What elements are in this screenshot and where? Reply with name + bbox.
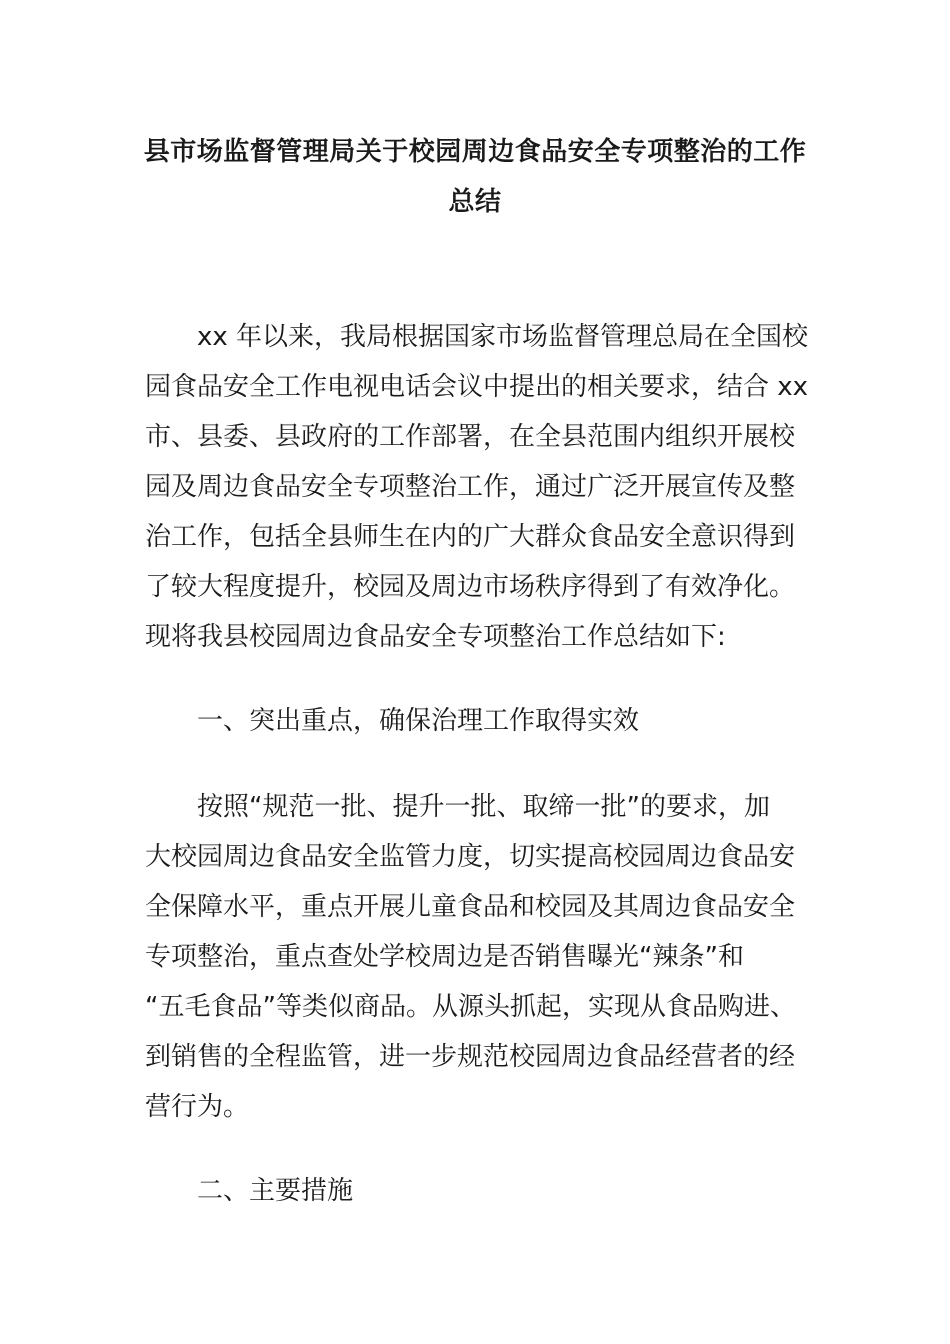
section-1-paragraph <box>145 782 805 1132</box>
paragraph-line: 全保障水平，重点开展儿童食品和校园及其周边食品安全 <box>145 892 796 922</box>
intro-paragraph <box>145 312 809 662</box>
section-1-heading <box>145 696 805 746</box>
section-heading-text: 一、突出重点，确保治理工作取得实效 <box>197 706 640 736</box>
paragraph-line: 专项整治，重点查处学校周边是否销售曝光“辣条”和 <box>145 942 744 972</box>
paragraph-line: xx 年以来，我局根据国家市场监督管理总局在全国校 <box>197 322 809 352</box>
paragraph-line: 到销售的全程监管，进一步规范校园周边食品经营者的经 <box>145 1042 796 1072</box>
paragraph-line: 市、县委、县政府的工作部署，在全县范围内组织开展校 <box>145 422 796 452</box>
paragraph-line: 现将我县校园周边食品安全专项整治工作总结如下: <box>145 622 726 652</box>
document-title-line-2: 总结 <box>448 187 502 217</box>
paragraph-line: “五毛食品”等类似商品。从源头抓起，实现从食品购进、 <box>145 992 796 1022</box>
paragraph-line: 按照“规范一批、提升一批、取缔一批”的要求，加 <box>197 792 770 822</box>
paragraph-line: 大校园周边食品安全监管力度，切实提高校园周边食品安 <box>145 842 796 872</box>
section-2-heading <box>145 1166 805 1216</box>
section-heading-text: 二、主要措施 <box>197 1176 354 1206</box>
paragraph-line: 园食品安全工作电视电话会议中提出的相关要求，结合 xx <box>145 372 809 402</box>
paragraph-line: 治工作，包括全县师生在内的广大群众食品安全意识得到 <box>145 522 796 552</box>
paragraph-line: 了较大程度提升，校园及周边市场秩序得到了有效净化。 <box>145 572 796 602</box>
document-title-line-1: 县市场监督管理局关于校园周边食品安全专项整治的工作 <box>143 137 807 167</box>
paragraph-line: 营行为。 <box>145 1092 250 1122</box>
paragraph-line: 园及周边食品安全专项整治工作，通过广泛开展宣传及整 <box>145 472 796 502</box>
